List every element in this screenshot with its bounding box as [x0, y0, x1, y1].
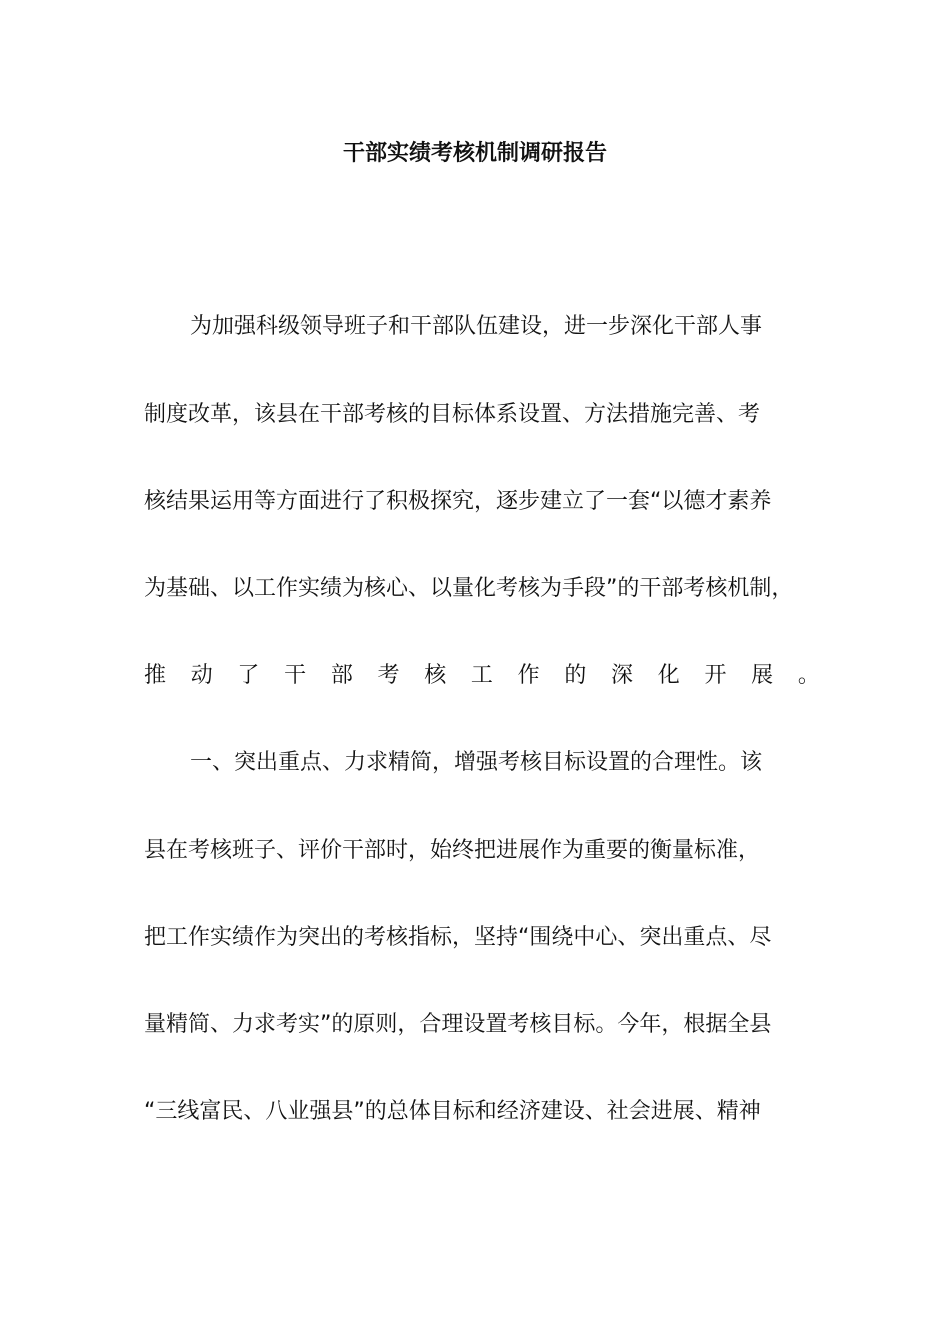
spread-char: 动: [190, 663, 213, 688]
spread-char: 作: [517, 663, 540, 688]
paragraph-line-2: 制度改革，该县在干部考核的目标体系设置、方法措施完善、考: [144, 402, 761, 427]
spread-char: 化: [657, 663, 680, 688]
paragraph-line-6: 一、突出重点、力求精简，增强考核目标设置的合理性。该: [190, 750, 763, 775]
spread-char: 考: [377, 663, 400, 688]
paragraph-line-10: “三线富民、八业强县”的总体目标和经济建设、社会进展、精神: [144, 1099, 761, 1124]
spread-char: 开: [704, 663, 727, 688]
document-title: 干部实绩考核机制调研报告: [342, 141, 607, 166]
paragraph-line-5: [144, 661, 820, 691]
spread-char: 深: [611, 663, 634, 688]
spread-char: 部: [330, 663, 353, 688]
spread-char: 干: [284, 663, 307, 688]
paragraph-line-7: 县在考核班子、评价干部时，始终把进展作为重要的衡量标准，: [144, 838, 761, 863]
paragraph-line-4: 为基础、以工作实绩为核心、以量化考核为手段”的干部考核机制，: [144, 576, 794, 601]
paragraph-line-3: 核结果运用等方面进行了积极探究，逐步建立了一套“以德才素养: [144, 489, 772, 514]
spread-char: 了: [237, 663, 260, 688]
paragraph-line-1: 为加强科级领导班子和干部队伍建设，进一步深化干部人事: [190, 314, 763, 339]
spread-char: 工: [470, 663, 493, 688]
paragraph-line-9: 量精简、力求考实”的原则，合理设置考核目标。今年，根据全县: [144, 1012, 772, 1037]
spread-char: 展: [751, 663, 774, 688]
spread-char: 。: [797, 663, 820, 688]
spread-char: 推: [144, 663, 167, 688]
spread-char: 的: [564, 663, 587, 688]
spread-char: 核: [424, 663, 447, 688]
paragraph-line-8: 把工作实绩作为突出的考核指标，坚持“围绕中心、突出重点、尽: [144, 925, 772, 950]
